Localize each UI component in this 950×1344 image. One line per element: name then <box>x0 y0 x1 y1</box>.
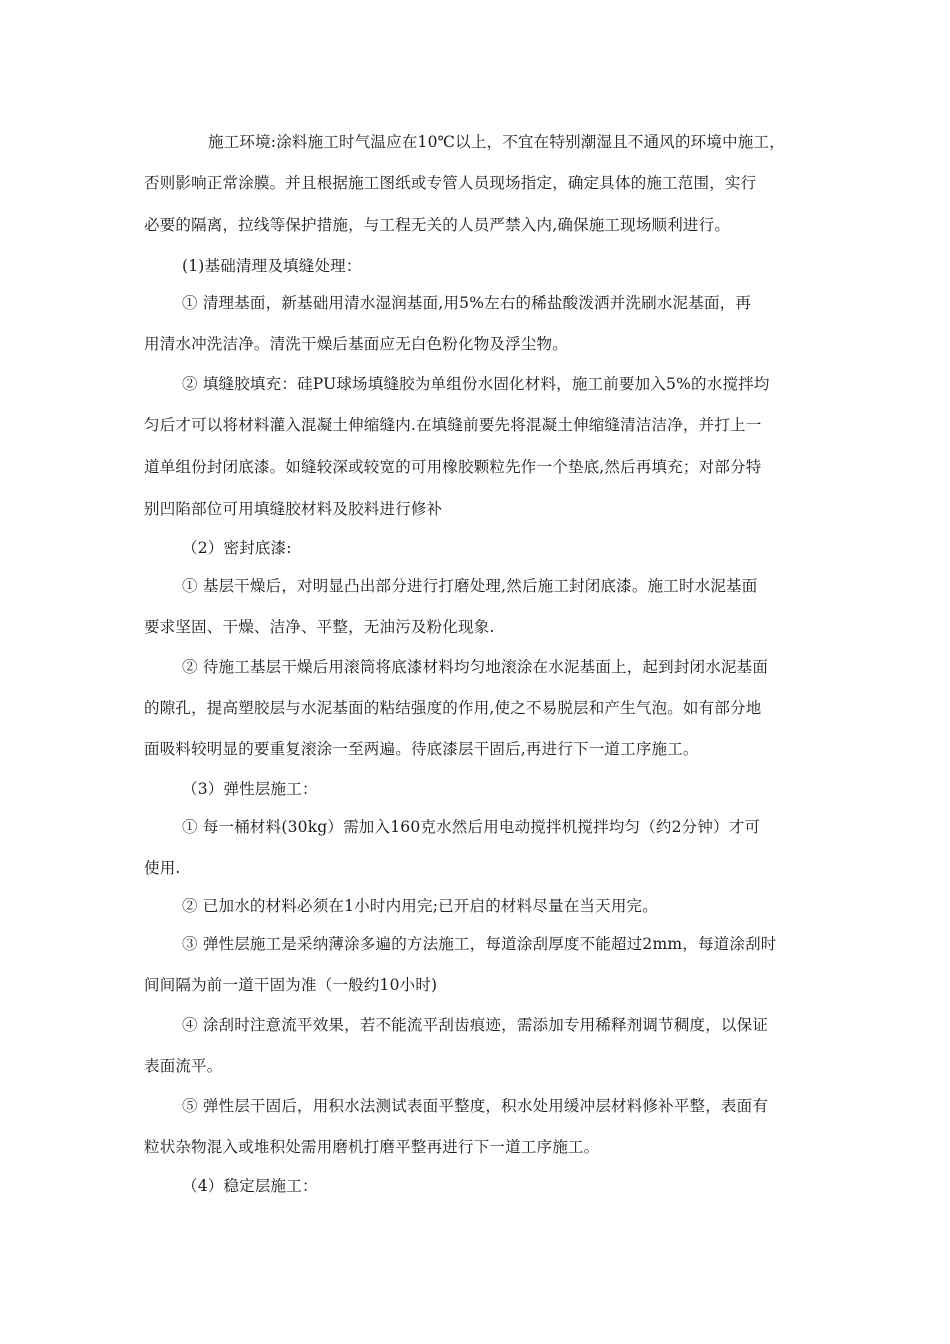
paragraph-line: 表面流平。 <box>144 1057 223 1075</box>
paragraph-line: 匀后才可以将材料灌入混凝土伸缩缝内.在填缝前要先将混凝土伸缩缝清洁洁净，并打上一 <box>144 416 762 434</box>
paragraph-line: ③ 弹性层施工是采纳薄涂多遍的方法施工，每道涂刮厚度不能超过2mm，每道涂刮时 <box>182 935 777 953</box>
paragraph-line: 面吸料较明显的要重复滚涂一至两遍。待底漆层干固后,再进行下一道工序施工。 <box>144 740 699 758</box>
paragraph-line: 施工环境:涂料施工时气温应在10℃以上，不宜在特别潮湿且不通风的环境中施工， <box>208 133 785 151</box>
paragraph-line: 别凹陷部位可用填缝胶材料及胶料进行修补 <box>144 500 443 518</box>
paragraph-line: 间间隔为前一道干固为准（一般约10小时) <box>144 976 438 994</box>
paragraph-line: 使用. <box>144 859 181 877</box>
paragraph-line: 的隙孔，提高塑胶层与水泥基面的粘结强度的作用,使之不易脱层和产生气泡。如有部分地 <box>144 699 762 717</box>
paragraph-line: ① 基层干燥后，对明显凸出部分进行打磨处理,然后施工封闭底漆。施工时水泥基面 <box>182 577 758 595</box>
paragraph-line: ⑤ 弹性层干固后，用积水法测试表面平整度，积水处用缓冲层材料修补平整，表面有 <box>182 1097 769 1115</box>
paragraph-line: ② 填缝胶填充：硅PU球场填缝胶为单组份水固化材料，施工前要加入5%的水搅拌均 <box>182 375 770 393</box>
section-heading: （4）稳定层施工： <box>182 1177 318 1195</box>
section-heading: （3）弹性层施工： <box>182 780 318 798</box>
paragraph-line: 必要的隔离，拉线等保护措施，与工程无关的人员严禁入内,确保施工现场顺利进行。 <box>144 216 731 234</box>
paragraph-line: 粒状杂物混入或堆积处需用磨机打磨平整再进行下一道工序施工。 <box>144 1138 600 1156</box>
paragraph-line: 要求坚固、干燥、洁净、平整，无油污及粉化现象. <box>144 618 495 636</box>
paragraph-line: 否则影响正常涂膜。并且根据施工图纸或专管人员现场指定，确定具体的施工范围，实行 <box>144 174 757 192</box>
paragraph-line: ① 每一桶材料(30kg）需加入160克水然后用电动搅拌机搅拌均匀（约2分钟）才可 <box>182 818 761 836</box>
paragraph-line: ① 清理基面，新基础用清水湿润基面,用5%左右的稀盐酸泼洒并洗刷水泥基面，再 <box>182 294 752 312</box>
paragraph-line: ④ 涂刮时注意流平效果，若不能流平刮齿痕迹，需添加专用稀释剂调节稠度，以保证 <box>182 1016 769 1034</box>
paragraph-line: 用清水冲洗洁净。清洗干燥后基面应无白色粉化物及浮尘物。 <box>144 335 568 353</box>
paragraph-line: ② 已加水的材料必须在1小时内用完;已开启的材料尽量在当天用完。 <box>182 897 658 915</box>
paragraph-line: 道单组份封闭底漆。如缝较深或较宽的可用橡胶颗粒先作一个垫底,然后再填充；对部分特 <box>144 458 762 476</box>
section-heading: （2）密封底漆: <box>182 539 292 557</box>
section-heading: (1)基础清理及填缝处理： <box>182 257 362 275</box>
paragraph-line: ② 待施工基层干燥后用滚筒将底漆材料均匀地滚涂在水泥基面上，起到封闭水泥基面 <box>182 658 769 676</box>
